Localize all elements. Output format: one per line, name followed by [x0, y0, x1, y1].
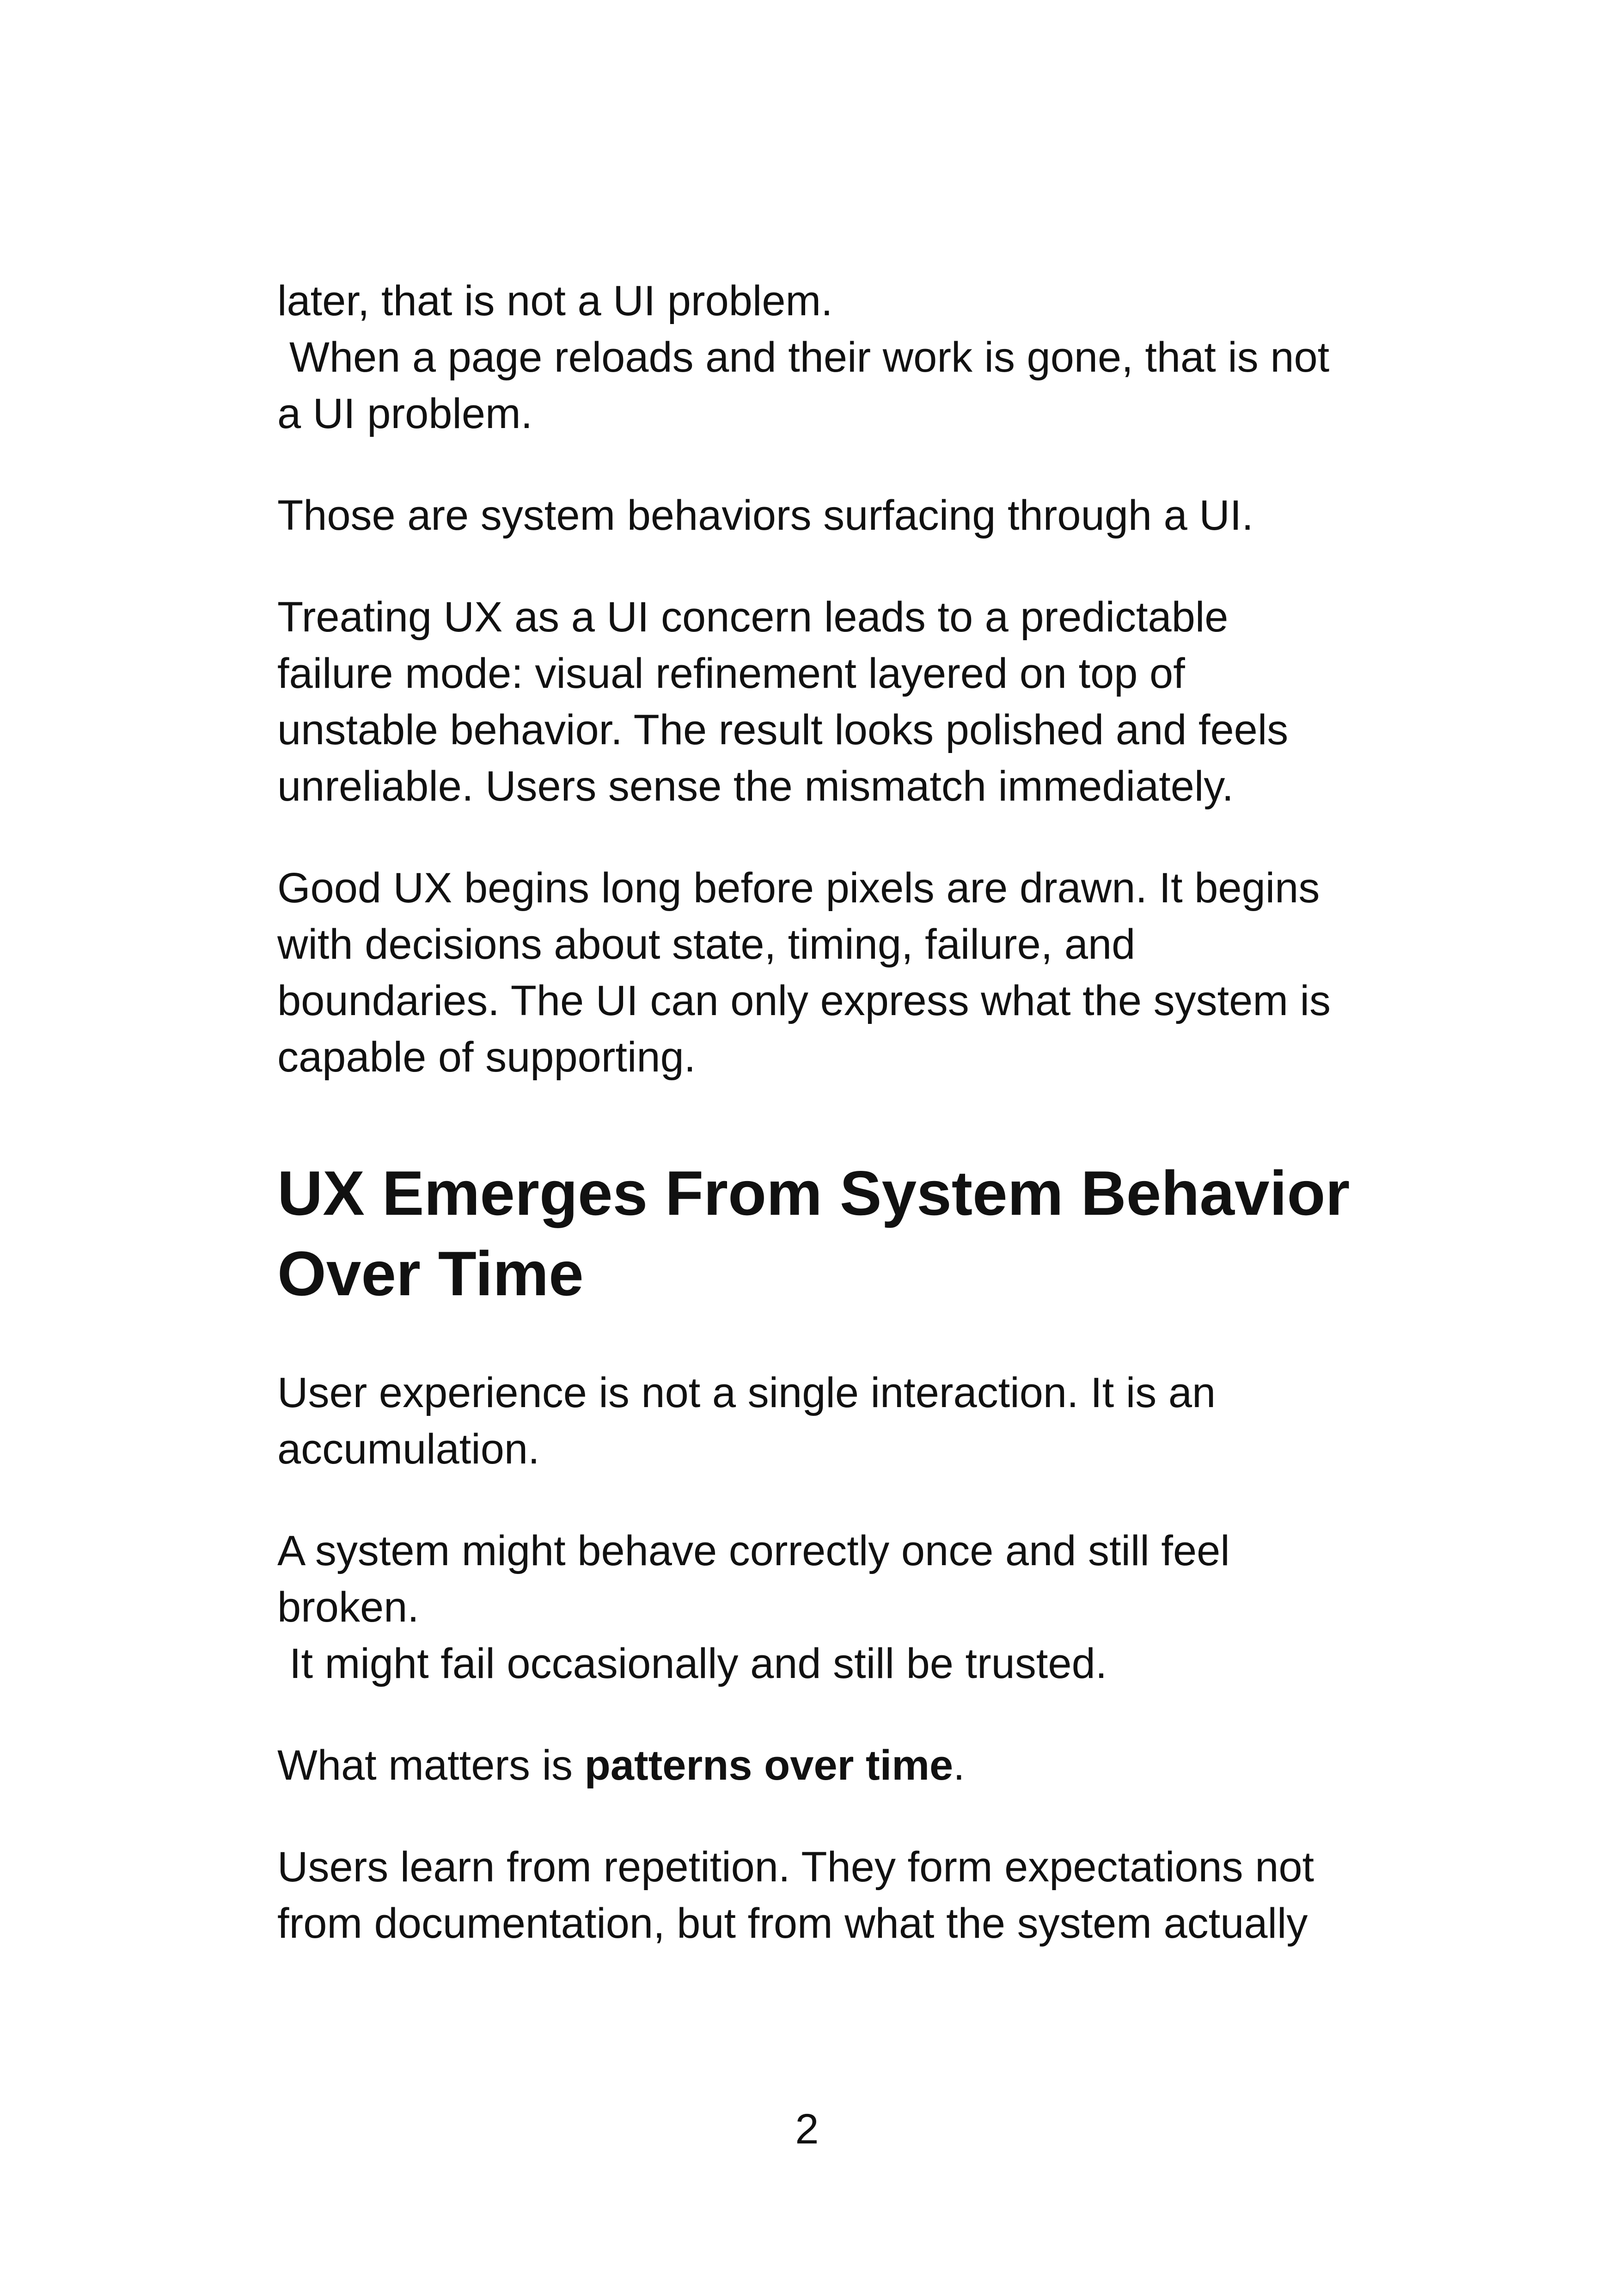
document-page [277, 273, 1354, 1952]
text-run: . [953, 1742, 965, 1789]
text-line: boundaries. The UI can only express what the system is [277, 977, 1331, 1024]
text-line: with decisions about state, timing, failure, and [277, 921, 1136, 968]
paragraph-user-experience [277, 1365, 1354, 1477]
text-line: Those are system behaviors surfacing through a UI. [277, 492, 1253, 539]
paragraph-what-matters [277, 1737, 1354, 1794]
text-line: later, that is not a UI problem. [277, 277, 833, 325]
text-line: capable of supporting. [277, 1034, 696, 1081]
text-line: accumulation. [277, 1426, 540, 1473]
heading-line: UX Emerges From System Behavior [277, 1158, 1350, 1228]
text-line: failure mode: visual refinement layered on top of [277, 650, 1185, 697]
paragraph-system-behaviors [277, 487, 1354, 544]
text-line: broken. [277, 1584, 419, 1631]
text-line [277, 1737, 1354, 1794]
paragraph-ui-problems [277, 273, 1354, 442]
paragraph-system-might-behave [277, 1523, 1354, 1692]
section-heading [277, 1153, 1354, 1314]
bold-emphasis: patterns over time [584, 1742, 954, 1789]
text-line: unreliable. Users sense the mismatch immediately. [277, 763, 1234, 810]
text-line: Good UX begins long before pixels are drawn. It begins [277, 864, 1320, 912]
text-line: Users learn from repetition. They form expectations not [277, 1843, 1314, 1891]
paragraph-good-ux [277, 860, 1354, 1085]
text-line: Treating UX as a UI concern leads to a predictable [277, 594, 1229, 641]
text-line: It might fail occasionally and still be trusted. [289, 1640, 1107, 1687]
text-line: a UI problem. [277, 390, 533, 437]
page-number: 2 [795, 2106, 819, 2153]
text-line: from documentation, but from what the system actually [277, 1900, 1308, 1947]
text-run: What matters is [277, 1742, 585, 1789]
paragraph-users-learn [277, 1839, 1354, 1952]
text-line: When a page reloads and their work is gone, that is not [289, 334, 1330, 381]
heading-line: Over Time [277, 1238, 584, 1309]
text-line: unstable behavior. The result looks polished and feels [277, 706, 1289, 753]
paragraph-treating-ux [277, 589, 1354, 814]
text-line: User experience is not a single interaction. It is an [277, 1369, 1216, 1416]
text-line: A system might behave correctly once and still feel [277, 1527, 1230, 1574]
